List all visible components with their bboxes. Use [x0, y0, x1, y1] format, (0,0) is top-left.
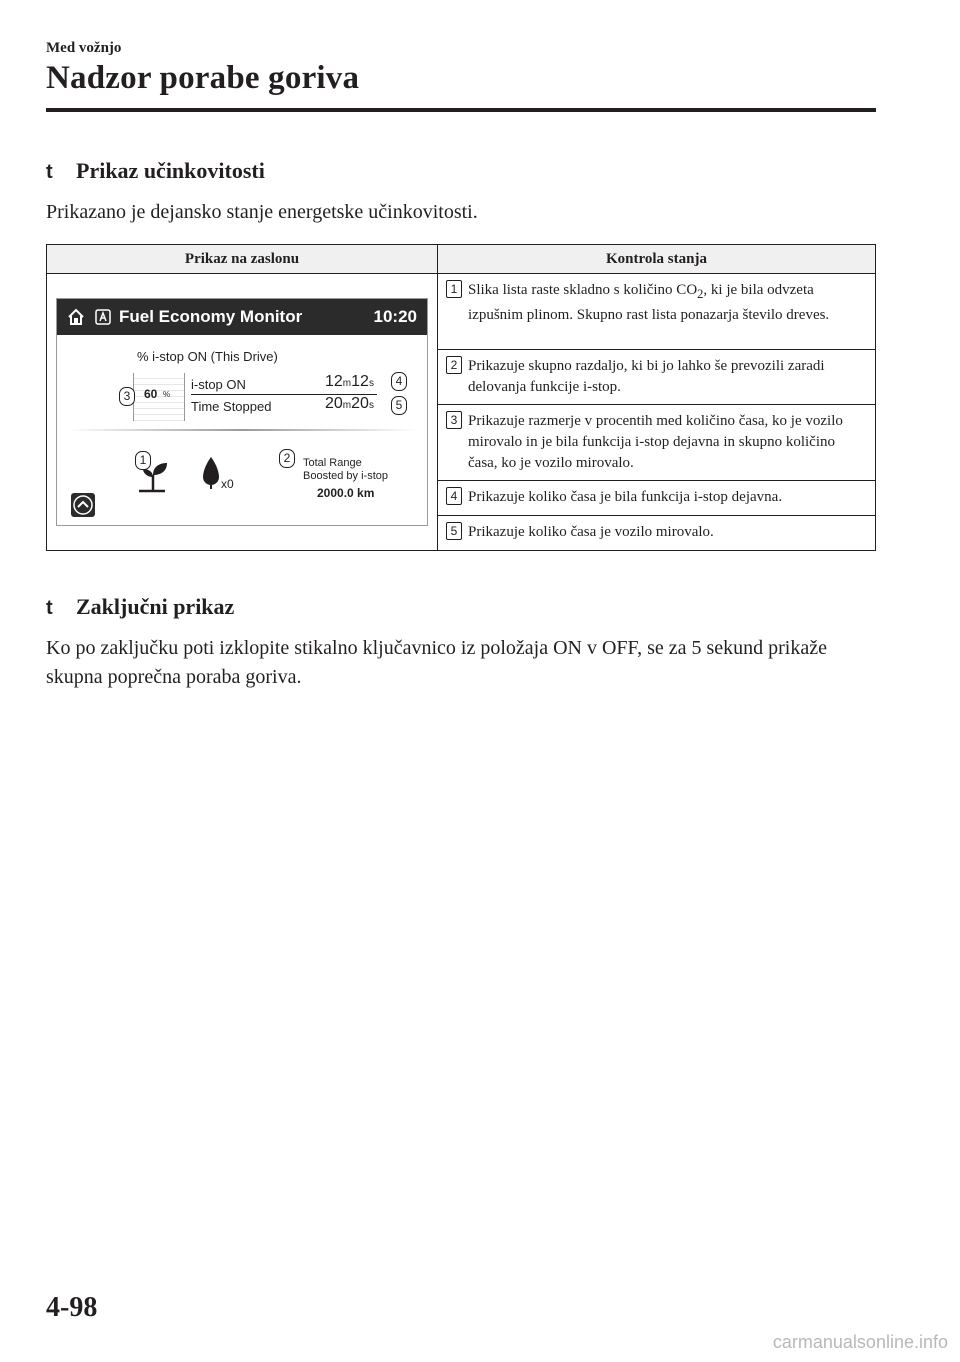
- desc-subscript: 2: [697, 287, 704, 301]
- callout-2: 2: [279, 449, 295, 468]
- desc-text: Slika lista raste skladno s količino CO: [468, 282, 698, 298]
- callout-4: 4: [391, 372, 407, 391]
- unit-s: s: [368, 378, 374, 389]
- time-stopped-label: Time Stopped: [191, 399, 272, 414]
- efficiency-intro: Prikazano je dejansko stanje energetske učinkovitosti.: [46, 201, 478, 223]
- tree-count: x0: [221, 477, 234, 491]
- desc-number: 4: [446, 487, 462, 505]
- home-icon: [67, 308, 85, 326]
- screen-menu-button[interactable]: [71, 493, 95, 517]
- screen-title-bar: [57, 299, 427, 335]
- range-value: 2000.0 km: [317, 486, 375, 500]
- desc-text: Prikazuje koliko časa je bila funkcija i-stop dejavna.: [468, 489, 783, 505]
- istop-header: % i-stop ON (This Drive): [137, 349, 278, 364]
- col-display-header: Prikaz na zaslonu: [47, 245, 438, 274]
- desc-text: Prikazuje skupno razdaljo, ki bi jo lahko še prevozili zaradi delovanja funkcije i-stop.: [468, 358, 825, 395]
- istop-on-sec: 12: [351, 373, 369, 390]
- callout-3: 3: [119, 387, 135, 406]
- desc-cell-3: [438, 405, 876, 481]
- final-heading-text: Zaključni prikaz: [76, 594, 235, 619]
- time-stopped-sec: 20: [351, 395, 369, 412]
- desc-text: Prikazuje razmerje v procentih med količino časa, ko je vozilo mirovalo in je bila funkcija i-stop dejavna in skupno količino časa, ko je vozilo mirovalo.: [468, 413, 843, 471]
- chevron-up-icon: [71, 493, 95, 517]
- istop-on-min: 12: [325, 373, 343, 390]
- gauge-value: 60: [144, 387, 158, 401]
- watermark: carmanualsonline.info: [772, 1332, 948, 1352]
- range-label-1: Total Range: [303, 457, 362, 469]
- efficiency-heading: [46, 158, 265, 184]
- final-heading: [46, 594, 234, 620]
- desc-cell-2: [438, 350, 876, 405]
- screen-clock: 10:20: [373, 307, 417, 326]
- page-number: 4-98: [46, 1292, 98, 1323]
- unit-s: s: [368, 400, 374, 411]
- desc-cell-1: [438, 274, 876, 350]
- desc-text: , ki je bila odvzeta izpušnim plinom. Skupno rast lista ponazarja število dreves.: [468, 282, 830, 323]
- desc-text: Prikazuje koliko časa je vozilo mirovalo.: [468, 524, 714, 540]
- table-row: [47, 274, 876, 350]
- desc-number: 5: [446, 522, 462, 540]
- screen-separator: [67, 429, 417, 431]
- page-title: Nadzor porabe goriva: [46, 60, 360, 96]
- desc-number: 1: [446, 280, 462, 298]
- section-label: Med vožnjo: [46, 40, 122, 56]
- istop-on-value: [325, 373, 374, 391]
- time-stopped-min: 20: [325, 395, 343, 412]
- unit-m: m: [342, 400, 352, 411]
- callout-1: 1: [135, 451, 151, 470]
- time-stopped-value: [325, 395, 374, 413]
- desc-number: 3: [446, 411, 462, 429]
- tree-icon: [201, 455, 221, 489]
- istop-on-label: i-stop ON: [191, 377, 246, 392]
- efficiency-heading-text: Prikaz učinkovitosti: [76, 158, 265, 183]
- app-icon: [95, 309, 111, 325]
- callout-5: 5: [391, 396, 407, 415]
- col-control-header: Kontrola stanja: [438, 245, 876, 274]
- desc-cell-4: [438, 481, 876, 516]
- fuel-economy-screen: [56, 298, 428, 526]
- table-header-row: [47, 245, 876, 274]
- desc-cell-5: [438, 516, 876, 551]
- title-rule: [46, 108, 876, 112]
- unit-m: m: [342, 378, 352, 389]
- final-text: Ko po zaključku poti izklopite stikalno ključavnico iz položaja ON v OFF, se za 5 sekund prikaže skupna poprečna poraba goriva.: [46, 637, 827, 688]
- display-image-cell: [47, 274, 438, 551]
- status-table: [46, 244, 876, 551]
- gauge-unit: %: [163, 390, 171, 399]
- heading-bullet: t: [46, 161, 53, 183]
- heading-bullet: t: [46, 597, 53, 619]
- screen-title: Fuel Economy Monitor: [119, 307, 303, 326]
- range-label-2: Boosted by i-stop: [303, 470, 388, 482]
- desc-number: 2: [446, 356, 462, 374]
- istop-gauge: [133, 373, 185, 421]
